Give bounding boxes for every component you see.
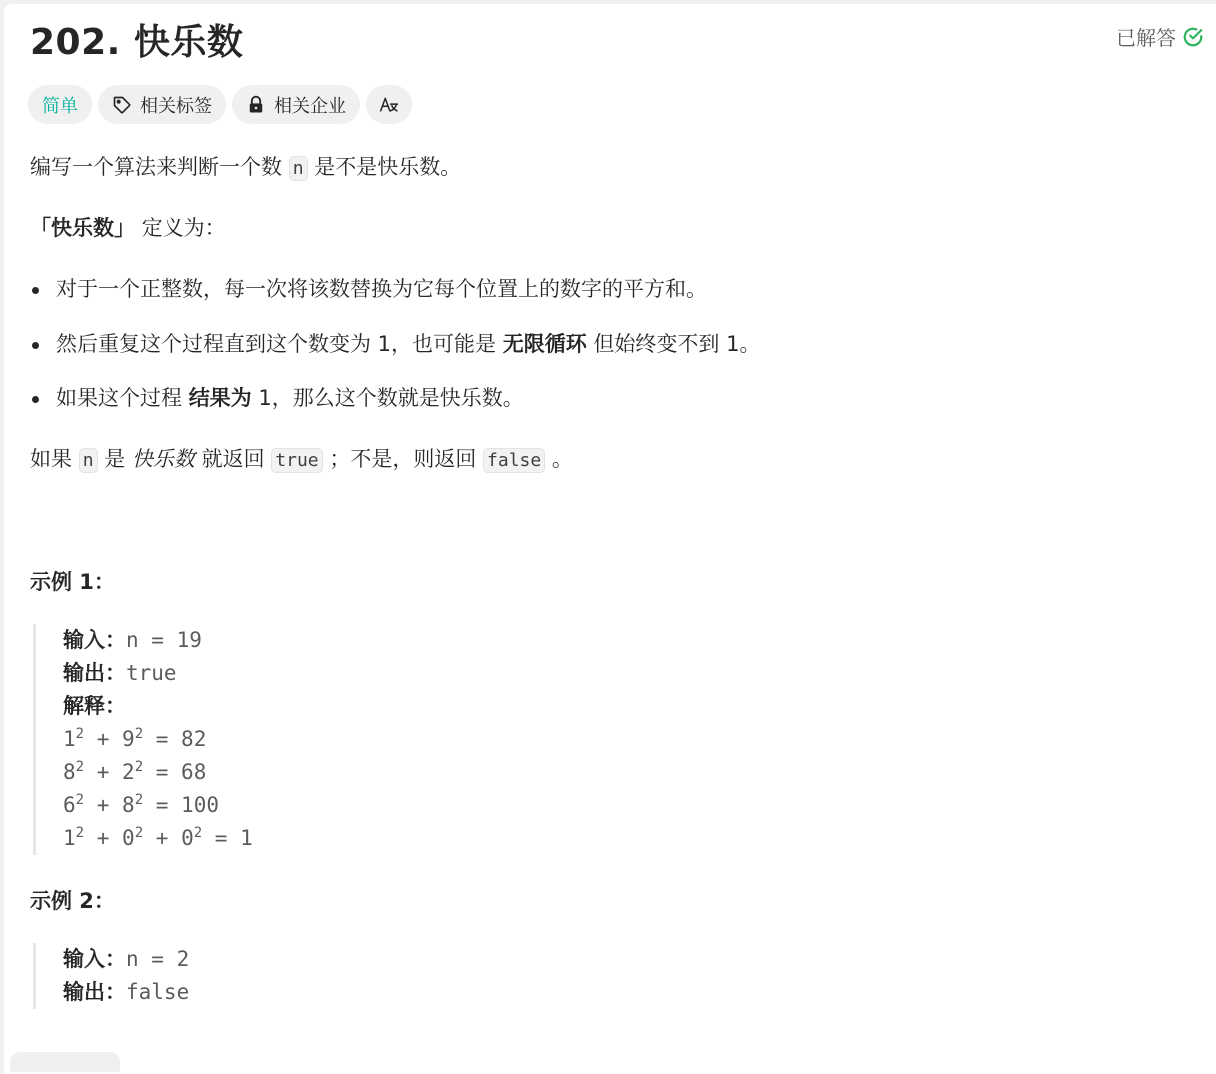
inline-code-true: true bbox=[271, 448, 322, 473]
example-2-block bbox=[33, 943, 189, 1009]
related-tags-label: 相关标签 bbox=[140, 95, 212, 117]
input-value: n = 2 bbox=[126, 947, 190, 971]
inline-code-n: n bbox=[79, 448, 98, 473]
intro-text-end: 是不是快乐数。 bbox=[314, 155, 462, 179]
intro-paragraph bbox=[30, 152, 461, 184]
example-output bbox=[63, 976, 189, 1009]
related-companies-button[interactable] bbox=[232, 85, 360, 124]
solved-label: 已解答 bbox=[1116, 26, 1176, 50]
list-item-bold: 结果为 bbox=[188, 386, 252, 410]
explanation-line: $1^2 + 0^2 + 0^2 = 1$ bbox=[63, 825, 253, 850]
problem-panel bbox=[4, 4, 1216, 1074]
output-value: false bbox=[126, 980, 190, 1004]
list-item bbox=[32, 329, 760, 359]
list-item-text: 但始终变不到 1。 bbox=[593, 332, 761, 356]
return-paragraph bbox=[30, 444, 573, 476]
example-explanation-label bbox=[63, 690, 253, 723]
return-text: 是 bbox=[104, 447, 126, 471]
problem-title[interactable]: 202. 快乐数 bbox=[30, 22, 244, 63]
explanation-line: $1^2 + 9^2 = 82$ bbox=[63, 726, 207, 751]
problem-header bbox=[30, 12, 1204, 62]
example-1-title: 示例 1： bbox=[30, 570, 115, 594]
example-input bbox=[63, 943, 189, 976]
difficulty-label: 简单 bbox=[42, 95, 78, 117]
list-item-bold: 无限循环 bbox=[502, 332, 587, 356]
related-companies-label: 相关企业 bbox=[274, 95, 346, 117]
input-label: 输入： bbox=[63, 628, 126, 652]
inline-code-false: false bbox=[483, 448, 545, 473]
list-item bbox=[32, 274, 707, 304]
output-value: true bbox=[126, 661, 177, 685]
return-text: 就返回 bbox=[201, 447, 265, 471]
example-2-title: 示例 2： bbox=[30, 889, 115, 913]
translate-button[interactable] bbox=[366, 85, 412, 124]
translate-icon bbox=[379, 95, 399, 115]
related-tags-button[interactable] bbox=[98, 85, 226, 124]
list-item bbox=[32, 383, 524, 413]
bottom-toolbar-tab[interactable] bbox=[10, 1052, 120, 1072]
explain-label: 解释： bbox=[63, 694, 126, 718]
definition-text: 定义为： bbox=[141, 216, 226, 240]
tag-bar bbox=[28, 85, 412, 124]
tag-icon bbox=[112, 95, 132, 115]
list-item-text: 然后重复这个过程直到这个数变为 1，也可能是 bbox=[56, 332, 497, 356]
return-text: ；不是，则返回 bbox=[329, 447, 477, 471]
definition-term: 「快乐数」 bbox=[30, 216, 135, 240]
intro-text: 编写一个算法来判断一个数 bbox=[30, 155, 282, 179]
difficulty-tag[interactable] bbox=[28, 85, 92, 124]
explanation-line: $6^2 + 8^2 = 100$ bbox=[63, 792, 219, 817]
output-label: 输出： bbox=[63, 661, 126, 685]
check-circle-icon bbox=[1182, 26, 1204, 48]
return-text: 如果 bbox=[30, 447, 72, 471]
return-italic: 快乐数 bbox=[131, 447, 195, 471]
example-output bbox=[63, 657, 253, 690]
solved-status bbox=[1116, 22, 1204, 51]
definition-paragraph bbox=[30, 213, 226, 243]
explanation-line: $8^2 + 2^2 = 68$ bbox=[63, 759, 207, 784]
list-item-text: 如果这个过程 bbox=[56, 386, 182, 410]
return-text: 。 bbox=[551, 447, 573, 471]
inline-code-n: n bbox=[289, 156, 308, 181]
lock-icon bbox=[246, 95, 266, 115]
input-value: n = 19 bbox=[126, 628, 202, 652]
output-label: 输出： bbox=[63, 980, 126, 1004]
input-label: 输入： bbox=[63, 947, 126, 971]
list-item-text: 对于一个正整数，每一次将该数替换为它每个位置上的数字的平方和。 bbox=[56, 277, 707, 301]
example-input bbox=[63, 624, 253, 657]
list-item-text: 1，那么这个数就是快乐数。 bbox=[258, 386, 524, 410]
example-1-block bbox=[33, 624, 253, 855]
